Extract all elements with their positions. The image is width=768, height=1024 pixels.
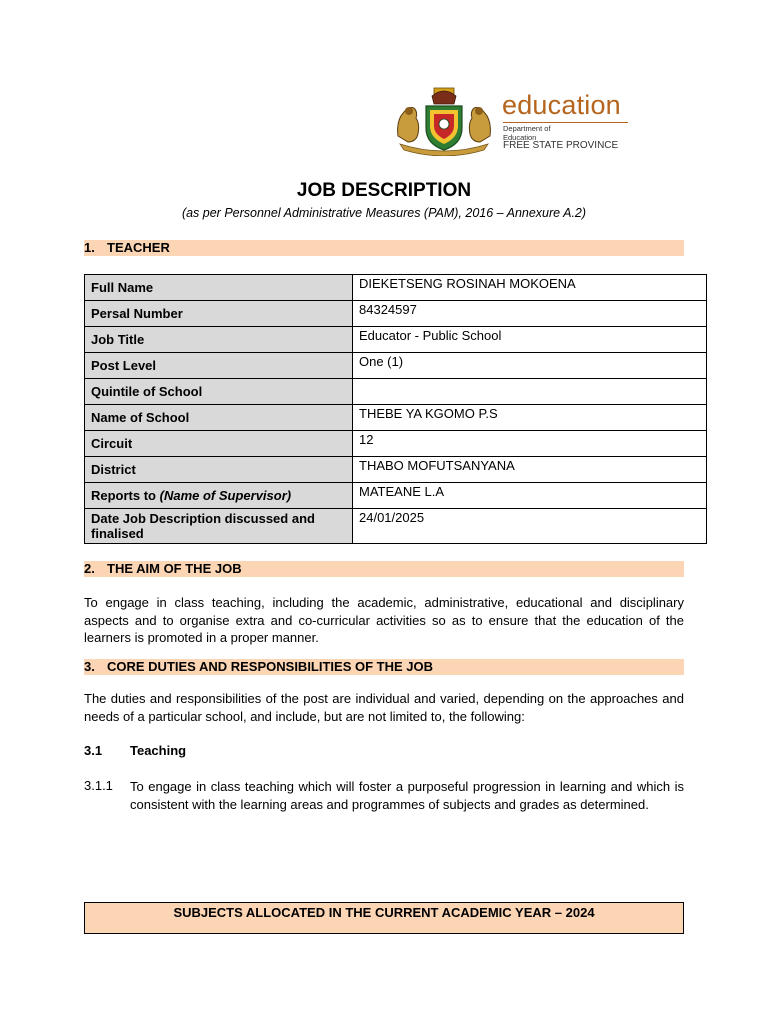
page-subtitle: (as per Personnel Administrative Measures (PAM), 2016 – Annexure A.2) [181,206,587,220]
aim-paragraph: To engage in class teaching, including the academic, administrative, educational and disciplinary aspects and to organise extra and co-curricular activities so as to ensure that the education of the learners is promoted in a proper manner. [84,595,684,645]
field-value: 84324597 [353,301,707,327]
table-row [85,353,707,379]
field-label: Reports to (Name of Supervisor) [85,483,353,509]
table-row [85,509,707,544]
field-value: THEBE YA KGOMO P.S [353,405,707,431]
field-label: District [85,457,353,483]
field-value: DIEKETSENG ROSINAH MOKOENA [353,275,707,301]
table-row [85,275,707,301]
subjects-heading-box [84,902,684,934]
logo-wordmark: education [502,90,621,120]
field-value: One (1) [353,353,707,379]
field-label: Quintile of School [85,379,353,405]
teaching-subheading: 3.1 Teaching [84,743,187,758]
item-number: 3.1.1 [84,778,113,793]
table-row [85,379,707,405]
section-heading-aim: 2. THE AIM OF THE JOB [84,561,684,577]
field-label: Persal Number [85,301,353,327]
field-label: Circuit [85,431,353,457]
field-label: Post Level [85,353,353,379]
field-value: MATEANE L.A [353,483,707,509]
field-value: 12 [353,431,707,457]
table-row [85,457,707,483]
table-row [85,483,707,509]
field-value [353,379,707,405]
section-heading-teacher: 1. TEACHER [84,240,684,256]
item-text: To engage in class teaching which will foster a purposeful progression in learning and which is consistent with the learning areas and programmes of subjects and grades as determined. [130,779,684,812]
field-label: Job Title [85,327,353,353]
table-row [85,405,707,431]
coat-of-arms-icon [394,84,494,156]
teacher-info-table [84,274,707,544]
field-value: Educator - Public School [353,327,707,353]
duties-intro-paragraph: The duties and responsibilities of the post are individual and varied, depending on the approaches and needs of a particular school, and include, but are not limited to, the following: [84,691,684,724]
field-value: 24/01/2025 [353,509,707,544]
logo-divider [503,122,628,123]
page-title: JOB DESCRIPTION [296,180,472,201]
field-label: Name of School [85,405,353,431]
field-label: Date Job Description discussed and finalised [85,509,353,544]
field-value: THABO MOFUTSANYANA [353,457,707,483]
table-row [85,327,707,353]
subjects-heading: SUBJECTS ALLOCATED IN THE CURRENT ACADEMIC YEAR – 2024 [173,905,595,920]
field-label: Full Name [85,275,353,301]
table-row [85,301,707,327]
logo-province: FREE STATE PROVINCE [503,140,619,151]
department-logo [394,84,634,156]
section-heading-duties: 3. CORE DUTIES AND RESPONSIBILITIES OF THE JOB [84,659,684,675]
table-row [85,431,707,457]
logo-department: Department of Education [503,124,551,142]
